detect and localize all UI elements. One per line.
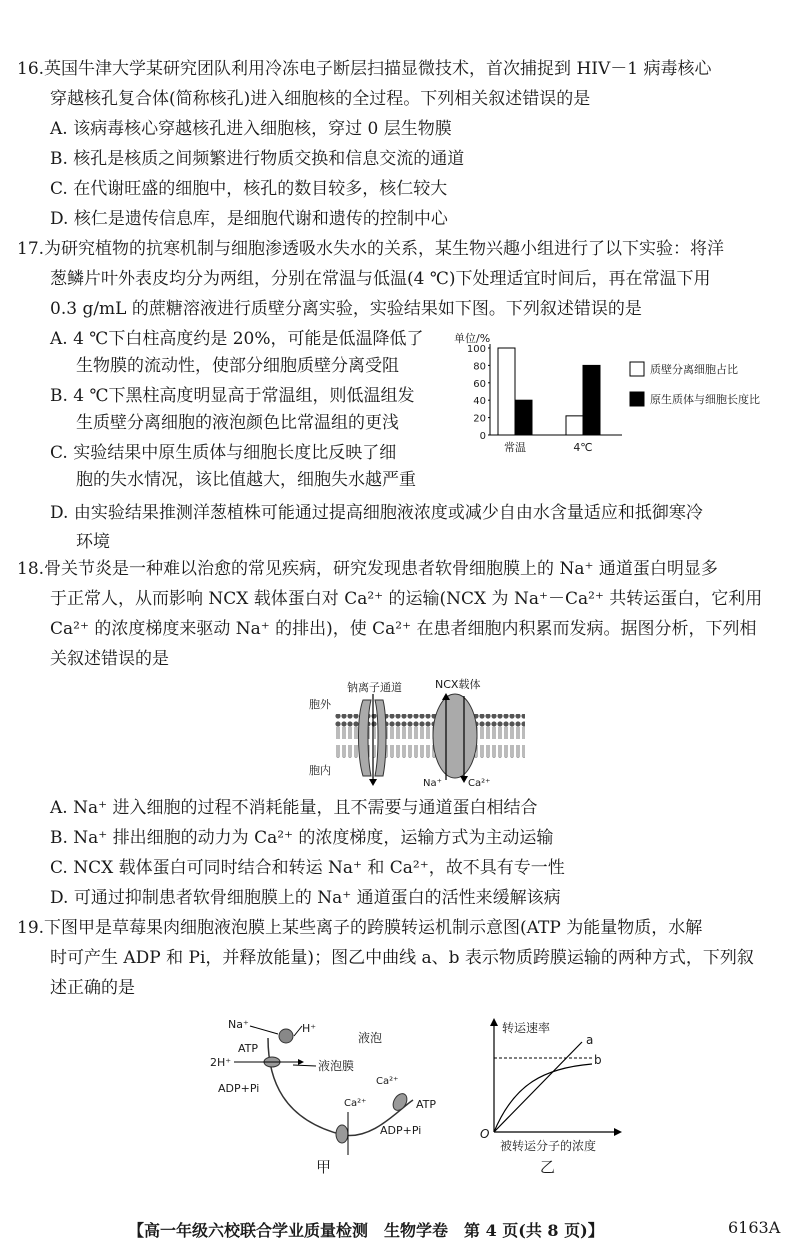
q18-stem-line1: 18.骨关节炎是一种难以治愈的常见疾病，研究发现患者软骨细胞膜上的 Na⁺ 通道蛋白明显多 xyxy=(17,559,718,579)
ca-label: Ca²⁺ xyxy=(468,778,491,789)
q16-stem-line2: 穿越核孔复合体(简称核孔)进入细胞核的全过程。下列相关叙述错误的是 xyxy=(50,89,591,109)
footer-text: 【高一年级六校联合学业质量检测 生物学卷 第 4 页(共 8 页)】 xyxy=(128,1221,604,1240)
q18-option-a: A. Na⁺ 进入细胞的过程不消耗能量，且不需要与通道蛋白相结合 xyxy=(50,798,538,818)
q17-stem-line1: 17.为研究植物的抗寒机制与细胞渗透吸水失水的关系，某生物兴趣小组进行了以下实验：将洋 xyxy=(17,239,725,259)
arrow-down-icon xyxy=(460,776,468,783)
q17-option-c: C. 实验结果中原生质体与细胞长度比反映了细 xyxy=(50,443,397,463)
arrow-up-icon xyxy=(490,1018,498,1026)
y-tick-label: 40 xyxy=(473,396,486,408)
ncx-label: NCX载体 xyxy=(435,678,481,691)
q17-option-b-cont: 生质壁分离细胞的液泡颜色比常温组的更浅 xyxy=(76,413,399,433)
h-arrow xyxy=(294,1026,302,1036)
q18-option-c: C. NCX 载体蛋白可同时结合和转运 Na⁺ 和 Ca²⁺，故不具有专一性 xyxy=(50,858,565,878)
q18-option-b: B. Na⁺ 排出细胞的动力为 Ca²⁺ 的浓度梯度，运输方式为主动运输 xyxy=(50,828,554,848)
adp-label-1: ADP+Pi xyxy=(218,1082,260,1095)
q17-stem-line2: 葱鳞片叶外表皮均分为两组，分别在常温与低温(4 ℃)下处理适宜时间后，再在常温下用 xyxy=(50,269,711,289)
exam-code: 6163A xyxy=(728,1218,781,1237)
ca-pump xyxy=(390,1091,409,1113)
q18-stem-line3: Ca²⁺ 的浓度梯度来驱动 Na⁺ 的排出)，使 Ca²⁺ 在患者细胞内积累而发病。据图分析，下列相 xyxy=(50,619,757,639)
q17-option-a-cont: 生物膜的流动性，使部分细胞质壁分离受阻 xyxy=(76,356,399,376)
legend-swatch xyxy=(630,362,644,376)
q18-stem-line2: 于正常人，从而影响 NCX 载体蛋白对 Ca²⁺ 的运输(NCX 为 Na⁺－Ca²⁺ 共转运蛋白，它利用 xyxy=(50,589,763,609)
y-tick-label: 20 xyxy=(473,413,486,425)
x-category-label: 4℃ xyxy=(573,441,593,454)
outside-label: 胞外 xyxy=(309,698,331,711)
q16-option-b: B. 核孔是核质之间频繁进行物质交换和信息交流的通道 xyxy=(50,149,465,169)
q19-stem-line3: 述正确的是 xyxy=(50,978,135,998)
legend-label: 原生质体与细胞长度比 xyxy=(650,393,760,406)
fig-jia-caption: 甲 xyxy=(316,1158,332,1176)
2h-label: 2H⁺ xyxy=(210,1056,232,1069)
legend-label: 质壁分离细胞占比 xyxy=(650,363,738,376)
y-tick-label: 80 xyxy=(473,361,486,373)
curve-a-label: a xyxy=(586,1033,594,1047)
x-category-label: 常温 xyxy=(504,441,526,454)
q17-stem-line3: 0.3 g/mL 的蔗糖溶液进行质壁分离实验，实验结果如下图。下列叙述错误的是 xyxy=(50,299,642,319)
curve-b-line xyxy=(494,1064,592,1132)
y-tick-label: 60 xyxy=(473,378,486,390)
fig-yi-caption: 乙 xyxy=(540,1158,556,1176)
q17-option-c-cont: 胞的失水情况，该比值越大，细胞失水越严重 xyxy=(76,470,416,490)
chart-ylabel: 单位/% xyxy=(454,332,491,345)
sodium-arrowhead-icon xyxy=(369,779,377,786)
q16-option-c: C. 在代谢旺盛的细胞中，核孔的数目较多，核仁较大 xyxy=(50,179,448,199)
na-h-antiporter xyxy=(279,1029,293,1043)
inside-label: 胞内 xyxy=(309,764,331,777)
q18-option-d: D. 可通过抑制患者软骨细胞膜上的 Na⁺ 通道蛋白的活性来缓解该病 xyxy=(50,888,561,908)
bar xyxy=(583,365,600,435)
ca-label-1: Ca²⁺ xyxy=(376,1076,399,1087)
q16-option-d: D. 核仁是遗传信息库，是细胞代谢和遗传的控制中心 xyxy=(50,209,448,229)
q18-membrane-figure xyxy=(305,676,535,792)
bar xyxy=(498,348,515,435)
q19-stem-line1: 19.下图甲是草莓果肉细胞液泡膜上某些离子的跨膜转运机制示意图(ATP 为能量物质，水解 xyxy=(17,918,703,938)
q17-option-d-cont: 环境 xyxy=(76,532,110,552)
y-tick-label: 100 xyxy=(466,344,486,355)
atp-label-2: ATP xyxy=(416,1098,437,1111)
q19-figure-yi xyxy=(474,1014,634,1180)
na-label: Na⁺ xyxy=(423,778,442,789)
q16-option-a: A. 该病毒核心穿越核孔进入细胞核，穿过 0 层生物膜 xyxy=(50,119,452,139)
vacuole-label: 液泡 xyxy=(358,1031,383,1045)
curve-b-label: b xyxy=(594,1053,602,1067)
h-label: H⁺ xyxy=(302,1022,317,1035)
y-tick-label: 0 xyxy=(479,431,486,442)
bar xyxy=(515,400,532,435)
bar xyxy=(566,416,583,435)
curve-a-line xyxy=(494,1042,582,1132)
atp-label-1: ATP xyxy=(238,1042,259,1055)
ca-label-2: Ca²⁺ xyxy=(344,1098,367,1109)
yi-origin: O xyxy=(480,1127,490,1141)
q17-option-b: B. 4 ℃下黑柱高度明显高于常温组，则低温组发 xyxy=(50,386,415,406)
arrow-right-icon xyxy=(614,1128,622,1136)
yi-ylabel: 转运速率 xyxy=(502,1021,551,1035)
q17-bar-chart xyxy=(452,330,792,458)
q19-stem-line2: 时可产生 ADP 和 Pi，并释放能量)；图乙中曲线 a、b 表示物质跨膜运输的两种方式，下列叙 xyxy=(50,948,754,968)
yi-xlabel: 被转运分子的浓度 xyxy=(500,1139,597,1153)
na-label: Na⁺ xyxy=(228,1018,249,1031)
ca-channel xyxy=(336,1125,348,1143)
sodium-channel-label: 钠离子通道 xyxy=(347,681,402,694)
q16-stem-line1: 16.英国牛津大学某研究团队利用冷冻电子断层扫描显微技术，首次捕捉到 HIV－1 病毒核心 xyxy=(17,59,712,79)
adp-label-2: ADP+Pi xyxy=(380,1124,422,1137)
q19-figure-jia xyxy=(198,1010,448,1180)
na-arrow xyxy=(250,1026,278,1034)
membrane-label: 液泡膜 xyxy=(318,1059,355,1073)
arrow-right-icon xyxy=(298,1059,304,1065)
q17-option-a: A. 4 ℃下白柱高度约是 20%，可能是低温降低了 xyxy=(50,329,424,349)
ncx-carrier xyxy=(433,694,477,778)
q18-stem-line4: 关叙述错误的是 xyxy=(50,649,169,669)
membrane-pointer xyxy=(293,1065,316,1066)
legend-swatch xyxy=(630,392,644,406)
q17-option-d: D. 由实验结果推测洋葱植株可能通过提高细胞液浓度或减少自由水含量适应和抵御寒冷 xyxy=(50,503,703,523)
